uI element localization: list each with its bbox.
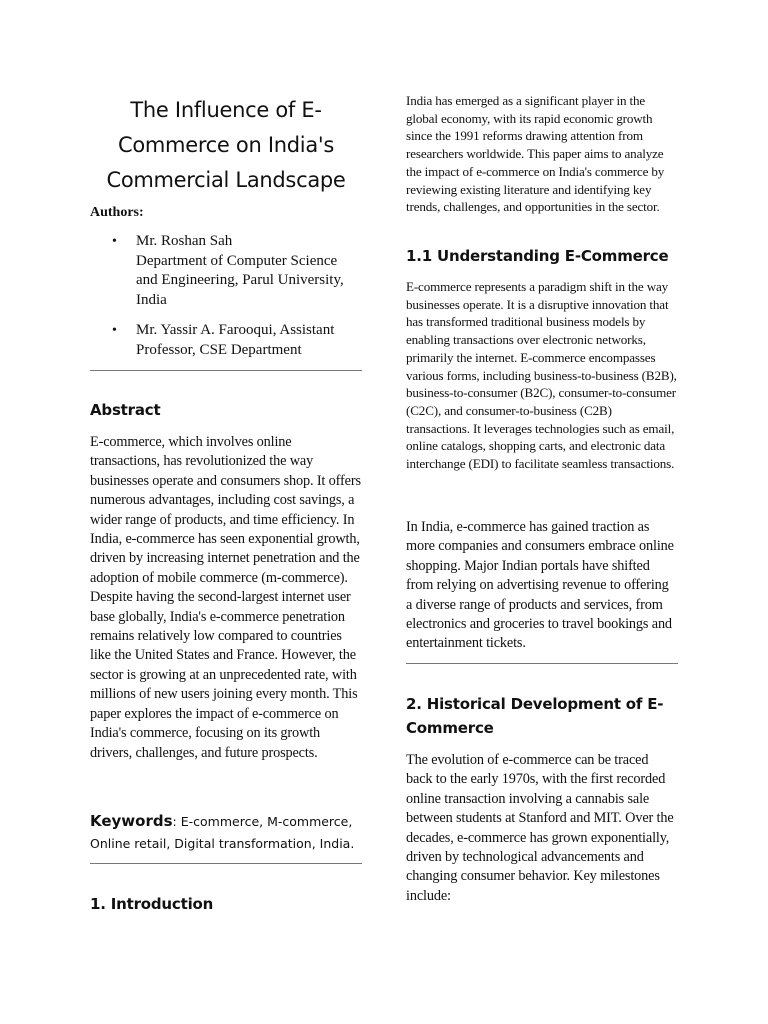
- section-1-1-heading: 1.1 Understanding E-Commerce: [406, 247, 669, 265]
- keywords-label: Keywords: [90, 812, 173, 830]
- author-affiliation: Department of Computer Science and Engineering, Parul University, India: [136, 252, 344, 308]
- section-divider: [90, 370, 362, 371]
- bullet-icon: •: [112, 323, 117, 338]
- intro-paragraph: India has emerged as a significant player in the global economy, with its rapid economic growth since the 1991 reforms drawing attention from researchers worldwide. This paper aims to analyze the impact of e-commerce on India's commerce by reviewing existing literature and identifying key trends, challenges, and opportunities in the sector.: [406, 93, 665, 215]
- paper-title: The Influence of E-Commerce on India's Commercial Landscape: [106, 98, 346, 192]
- abstract-heading: Abstract: [90, 401, 161, 419]
- author-list: [90, 232, 362, 371]
- abstract-text: E-commerce, which involves online transactions, has revolutionized the way businesses operate and consumers shop. It offers numerous advantages, including cost savings, a wider range of products, and time efficiency. In India, e-commerce has seen exponential growth, driven by increasing internet penetration and the adoption of mobile commerce (m-commerce). Despite having the second-largest internet user base globally, India's e-commerce penetration remains relatively low compared to countries like the United States and France. However, the sector is growing at an unprecedented rate, with millions of new users joining every month. This paper explores the impact of e-commerce on India's commerce, focusing on its growth drivers, challenges, and future prospects.: [90, 434, 361, 761]
- section-1-1-paragraph-2: In India, e-commerce has gained traction as more companies and consumers embrace online shopping. Major Indian portals have shifted from relying on advertising revenue to offering a diverse range of products and services, from electronics and groceries to travel bookings and entertainment tickets.: [406, 519, 674, 652]
- author-name: Mr. Yassir A. Farooqui, Assistant Professor, CSE Department: [136, 322, 335, 358]
- section-2-heading: 2. Historical Development of E-Commerce: [406, 695, 664, 737]
- keywords-text: : E-commerce, M-commerce, Online retail, Digital transformation, India.: [90, 814, 355, 851]
- author-item: [90, 321, 362, 360]
- right-column: [406, 0, 678, 1024]
- author-name: Mr. Roshan Sah: [136, 233, 233, 249]
- bullet-icon: •: [112, 234, 117, 249]
- left-column: [90, 0, 362, 1024]
- author-item: [90, 232, 362, 310]
- section-1-1-paragraph-1: E-commerce represents a paradigm shift in the way businesses operate. It is a disruptive innovation that has transformed traditional business models by enabling transactions over electronic networks, primarily the internet. E-commerce encompasses various forms, including business-to-business (B2B), business-to-consumer (B2C), consumer-to-consumer (C2C), and consumer-to-business (C2B) transactions. It leverages technologies such as email, online catalogs, shopping carts, and electronic data interchange (EDI) to facilitate seamless transactions.: [406, 279, 677, 472]
- section-2-paragraph: The evolution of e-commerce can be traced back to the early 1970s, with the first recorded online transaction involving a cannabis sale between students at Stanford and MIT. Over the decades, e-commerce has grown exponentially, driven by technological advancements and changing consumer behavior. Key milestones include:: [406, 752, 674, 904]
- introduction-heading: 1. Introduction: [90, 895, 214, 913]
- section-divider: [90, 863, 362, 864]
- authors-label: Authors:: [90, 205, 144, 220]
- keywords: [90, 810, 362, 855]
- section-divider: [406, 663, 678, 664]
